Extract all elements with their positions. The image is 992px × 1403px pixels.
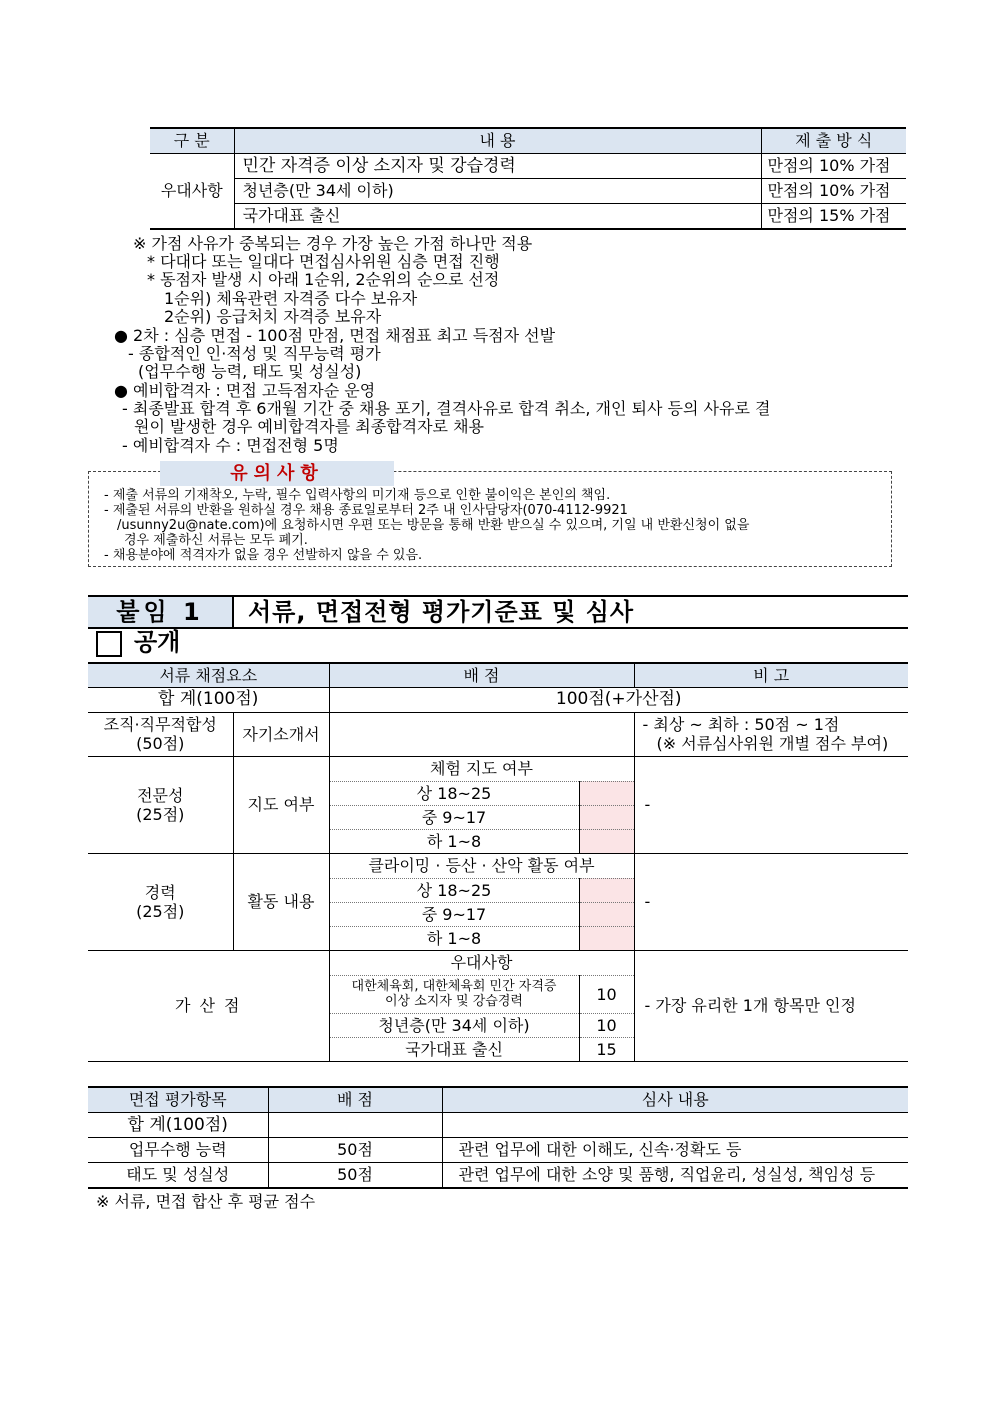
table-header: 면접 평가항목 [88, 1087, 268, 1113]
table-header: 배 점 [268, 1087, 442, 1113]
table-header: 배 점 [329, 663, 634, 687]
bullet-line: ● 2차 : 심층 면접 - 100점 만점, 면접 채점표 최고 득점자 선발 [114, 326, 556, 345]
score-input-cell [579, 781, 634, 805]
score-input-cell [579, 829, 634, 853]
score-input-cell [579, 926, 634, 950]
document-evaluation-table: 서류 채점요소 배 점 비 고 합 계(100점) 100점(+가산점) 조직·직무적합성 (50점) 자기소개서 - 최상 ~ 최하 : 50점 ~ 1점 (※ 서류심사위원 개별 점수 부여) 전문성 (25점) 지도 여부 체험 지도 여부 - 상 18~25 중 9~17 하 1~8 경력 (25점) 활동 내용 클라이밍 · 등산 · 산악 활동 여부 - 상 18~25 중 9~17 하 1~8 가 산 점 우대사항 - 가장 유리한 1개 항목만 인정 대한체육회, 대한체육회 민간 자격증 이상 소지자 및 강습경력 10 청년층(만 34세 이하) 10 국가대표 출신 15 [88, 662, 908, 1062]
interview-evaluation-table [88, 1086, 908, 1189]
bullet-line: 원이 발생한 경우 예비합격자를 최종합격자로 채용 [134, 417, 485, 436]
table-row: 조직·직무적합성 (50점) 자기소개서 - 최상 ~ 최하 : 50점 ~ 1점 (※ 서류심사위원 개별 점수 부여) [88, 712, 908, 756]
table-row: 합 계(100점) 100점(+가산점) [88, 687, 908, 712]
bullet-line: - 예비합격자 수 : 면접전형 5명 [122, 436, 339, 455]
table-header: 제 출 방 식 [761, 128, 906, 154]
caution-line: /usunny2u@nate.com)에 요청하시면 우편 또는 방문을 통해 반환 받으실 수 있으며, 기일 내 반환신청이 없을 [117, 518, 750, 533]
table-row: 전문성 (25점) 지도 여부 체험 지도 여부 - [88, 756, 908, 781]
note-line: * 다대다 또는 일대다 면접심사위원 심층 면접 진행 [147, 252, 500, 271]
bullet-line: - 최종발표 합격 후 6개월 기간 중 채용 포기, 결격사유로 합격 취소, 개인 퇴사 등의 사유로 결 [122, 399, 771, 418]
table-header: 심사 내용 [442, 1087, 908, 1113]
table-header: 내 용 [234, 128, 761, 154]
caution-title: 유의사항 [160, 461, 394, 486]
caution-line: - 제출된 서류의 반환을 원하실 경우 채용 종료일로부터 2주 내 인사담당자(070-4112-9921 [104, 503, 628, 518]
note-line: 1순위) 체육관련 자격증 다수 보유자 [164, 289, 418, 308]
table-row: 국가대표 출신 만점의 15% 가점 [150, 204, 906, 230]
caution-line: - 채용분야에 적격자가 없을 경우 선발하지 않을 수 있음. [104, 548, 423, 563]
table-row: 가 산 점 우대사항 - 가장 유리한 1개 항목만 인정 [88, 950, 908, 975]
table-row: 합 계(100점) [88, 1113, 908, 1138]
score-input-cell [579, 878, 634, 902]
bullet-line: (업무수행 능력, 태도 및 성실성) [138, 362, 362, 381]
table-row: 경력 (25점) 활동 내용 클라이밍 · 등산 · 산악 활동 여부 - [88, 853, 908, 878]
note-line: ※ 가점 사유가 중복되는 경우 가장 높은 가점 하나만 적용 [133, 234, 533, 253]
table-row: 업무수행 능력 50점 관련 업무에 대한 이해도, 신속·정확도 등 [88, 1138, 908, 1163]
table-row: 태도 및 성실성 50점 관련 업무에 대한 소양 및 품행, 직업윤리, 성실성, 책임성 등 [88, 1163, 908, 1189]
table-row: 우대사항 민간 자격증 이상 소지자 및 강습경력 만점의 10% 가점 [150, 154, 906, 179]
bullet-line: - 종합적인 인·적성 및 직무능력 평가 [128, 344, 381, 363]
section-heading [88, 595, 908, 629]
caution-line: 경우 제출하신 서류는 모두 폐기. [124, 533, 308, 548]
footer-note: ※ 서류, 면접 합산 후 평균 점수 [96, 1192, 316, 1211]
note-line: * 동점자 발생 시 아래 1순위, 2순위의 순으로 선정 [147, 270, 500, 289]
score-input-cell [579, 805, 634, 829]
score-input-cell [579, 902, 634, 926]
note-line: 2순위) 응급처치 자격증 보유자 [164, 307, 382, 326]
category-cell: 우대사항 [150, 154, 234, 230]
section-tag: 붙임 1 [88, 597, 234, 627]
checkbox-icon [96, 631, 122, 657]
preference-table [150, 127, 906, 230]
caution-line: - 제출 서류의 기재착오, 누락, 필수 입력사항의 미기재 등으로 인한 불이익은 본인의 책임. [104, 488, 611, 503]
table-row: 청년층(만 34세 이하) 만점의 10% 가점 [150, 179, 906, 204]
subsection-label: 공개 [134, 628, 181, 656]
section-title: 서류, 면접전형 평가기준표 및 심사 [248, 598, 635, 626]
bullet-line: ● 예비합격자 : 면접 고득점자순 운영 [114, 381, 376, 400]
table-header: 구 분 [150, 128, 234, 154]
table-header: 비 고 [634, 663, 908, 687]
table-header: 서류 채점요소 [88, 663, 329, 687]
